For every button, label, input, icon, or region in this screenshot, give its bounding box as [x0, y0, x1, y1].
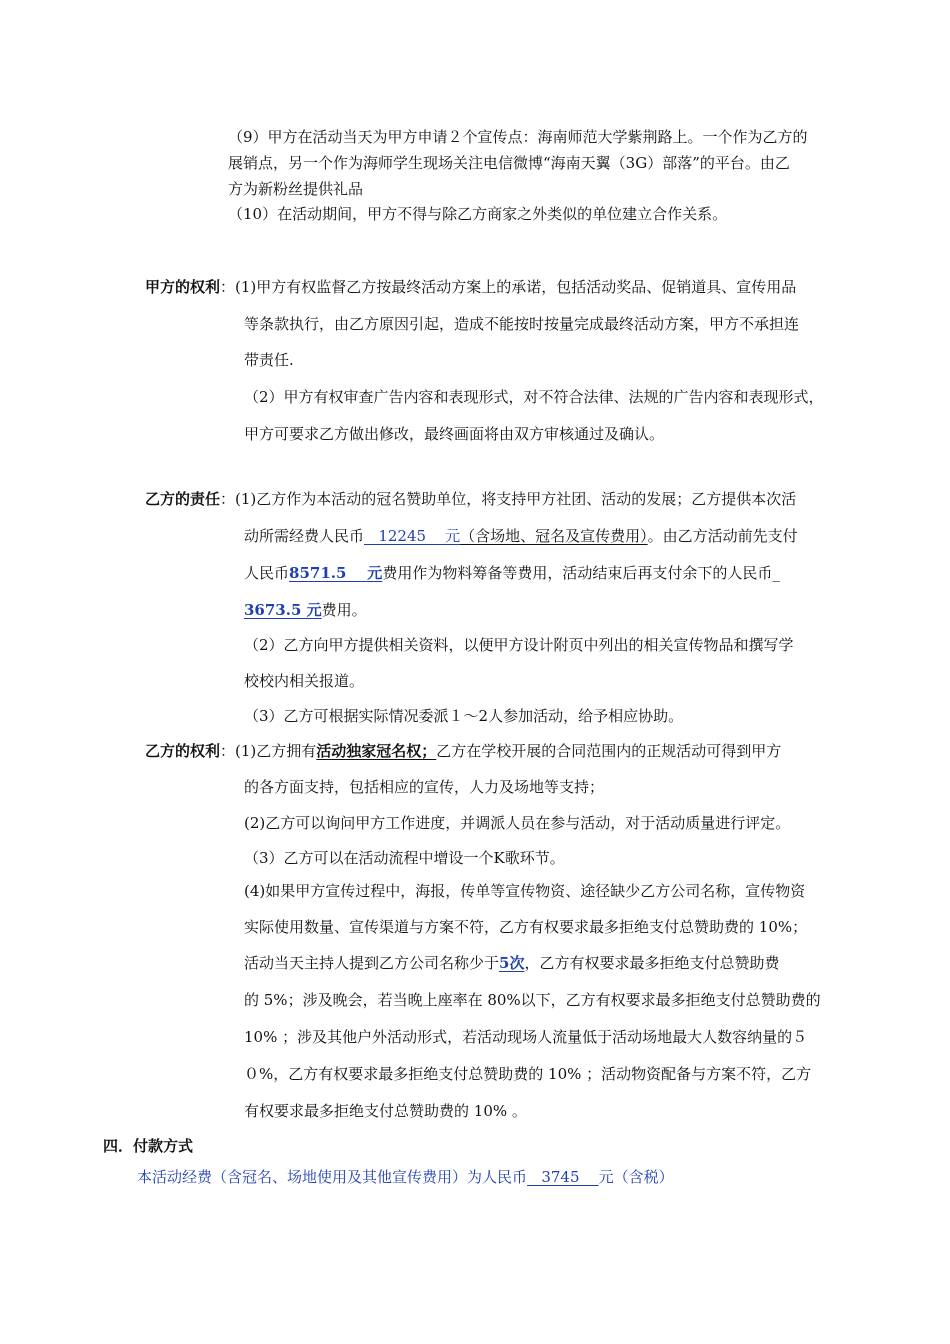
party-b-duties-line-3: 人民币8571.5 元费用作为物料筹备等费用，活动结束后再支付余下的人民币_ [244, 564, 780, 582]
party-b-duties-label: 乙方的责任 [145, 490, 221, 508]
mention-count: 5次 [499, 954, 525, 972]
party-a-rights-label: 甲方的权利 [145, 278, 221, 296]
party-b-rights-line-5: (4)如果甲方宣传过程中，海报，传单等宣传物资、途径缺少乙方公司名称，宣传物资 [244, 882, 806, 900]
party-b-duties-line-2: 动所需经费人民币 12245 元（含场地、冠名及宣传费用）。由乙方活动前先支付 [244, 527, 798, 545]
party-b-rights-line-7: 活动当天主持人提到乙方公司名称少于5次，乙方有权要求最多拒绝支付总赞助费 [244, 954, 780, 972]
party-a-rights-line-3: 带责任. [244, 351, 294, 369]
party-b-duties-line-7: （3）乙方可根据实际情况委派１～2人参加活动，给予相应协助。 [244, 707, 684, 725]
party-b-rights-line-10: ０%，乙方有权要求最多拒绝支付总赞助费的 10% ；活动物资配备与方案不符，乙方 [244, 1065, 812, 1083]
payment-heading: 四．付款方式 [103, 1137, 194, 1155]
party-b-duties-line-4: 3673.5 元费用。 [244, 601, 367, 619]
clause-9-line-1: （9）甲方在活动当天为甲方申请２个宣传点：海南师范大学紫荆路上。一个作为乙方的 [228, 128, 808, 146]
remaining-payment-amount: 3673.5 元 [244, 601, 322, 619]
total-amount: 12245 元 [364, 527, 461, 545]
clause-9-line-2: 展销点，另一个作为海师学生现场关注电信微博“海南天翼（3G）部落”的平台。由乙 [228, 154, 790, 172]
party-b-duties-line-6: 校校内相关报道。 [244, 672, 365, 690]
party-b-duties-line-5: （2）乙方向甲方提供相关资料，以便甲方设计附页中列出的相关宣传物品和撰写学 [244, 636, 794, 654]
clause-10-line: （10）在活动期间，甲方不得与除乙方商家之外类似的单位建立合作关系。 [228, 205, 728, 223]
party-a-rights-line-5: 甲方可要求乙方做出修改，最终画面将由双方审核通过及确认。 [244, 425, 665, 443]
payment-text: 本活动经费（含冠名、场地使用及其他宣传费用）为人民币 3745 元（含税） [137, 1168, 674, 1186]
party-b-rights-line-8: 的 5%；涉及晚会，若当晚上座率在 80%以下，乙方有权要求最多拒绝支付总赞助费的 [244, 991, 821, 1009]
party-a-rights-line-2: 等条款执行，由乙方原因引起，造成不能按时按量完成最终活动方案，甲方不承担连 [244, 315, 800, 333]
party-a-rights-line-1: 甲方的权利：(1)甲方有权监督乙方按最终活动方案上的承诺，包括活动奖品、促销道具、宣传用品 [145, 278, 797, 296]
party-b-rights-line-9: 10% ；涉及其他户外活动形式，若活动现场人流量低于活动场地最大人数容纳量的５ [244, 1028, 808, 1046]
party-b-rights-line-6: 实际使用数量、宣传渠道与方案不符，乙方有权要求最多拒绝支付总赞助费的 10%； [244, 918, 808, 936]
payment-amount: 3745 [527, 1168, 599, 1186]
party-b-rights-line-4: （3）乙方可以在活动流程中增设一个K歌环节。 [244, 849, 565, 867]
clause-9-line-3: 方为新粉丝提供礼品 [228, 180, 364, 198]
party-b-rights-line-2: 的各方面支持，包括相应的宣传，人力及场地等支持； [244, 778, 605, 796]
first-payment-amount: 8571.5 元 [289, 564, 383, 582]
party-b-rights-line-1: 乙方的权利：(1)乙方拥有活动独家冠名权；乙方在学校开展的合同范围内的正规活动可得到甲方 [145, 742, 782, 760]
party-a-rights-line-4: （2）甲方有权审查广告内容和表现形式，对不符合法律、法规的广告内容和表现形式， [244, 388, 824, 406]
party-b-rights-label: 乙方的权利 [145, 742, 221, 760]
party-b-duties-line-1: 乙方的责任：(1)乙方作为本活动的冠名赞助单位，将支持甲方社团、活动的发展；乙方提供本次活 [145, 490, 797, 508]
exclusive-naming-right: 活动独家冠名权； [316, 742, 437, 760]
party-b-rights-line-11: 有权要求最多拒绝支付总赞助费的 10% 。 [244, 1102, 527, 1120]
party-b-rights-line-3: (2)乙方可以询问甲方工作进度，并调派人员在参与活动，对于活动质量进行评定。 [244, 814, 791, 832]
